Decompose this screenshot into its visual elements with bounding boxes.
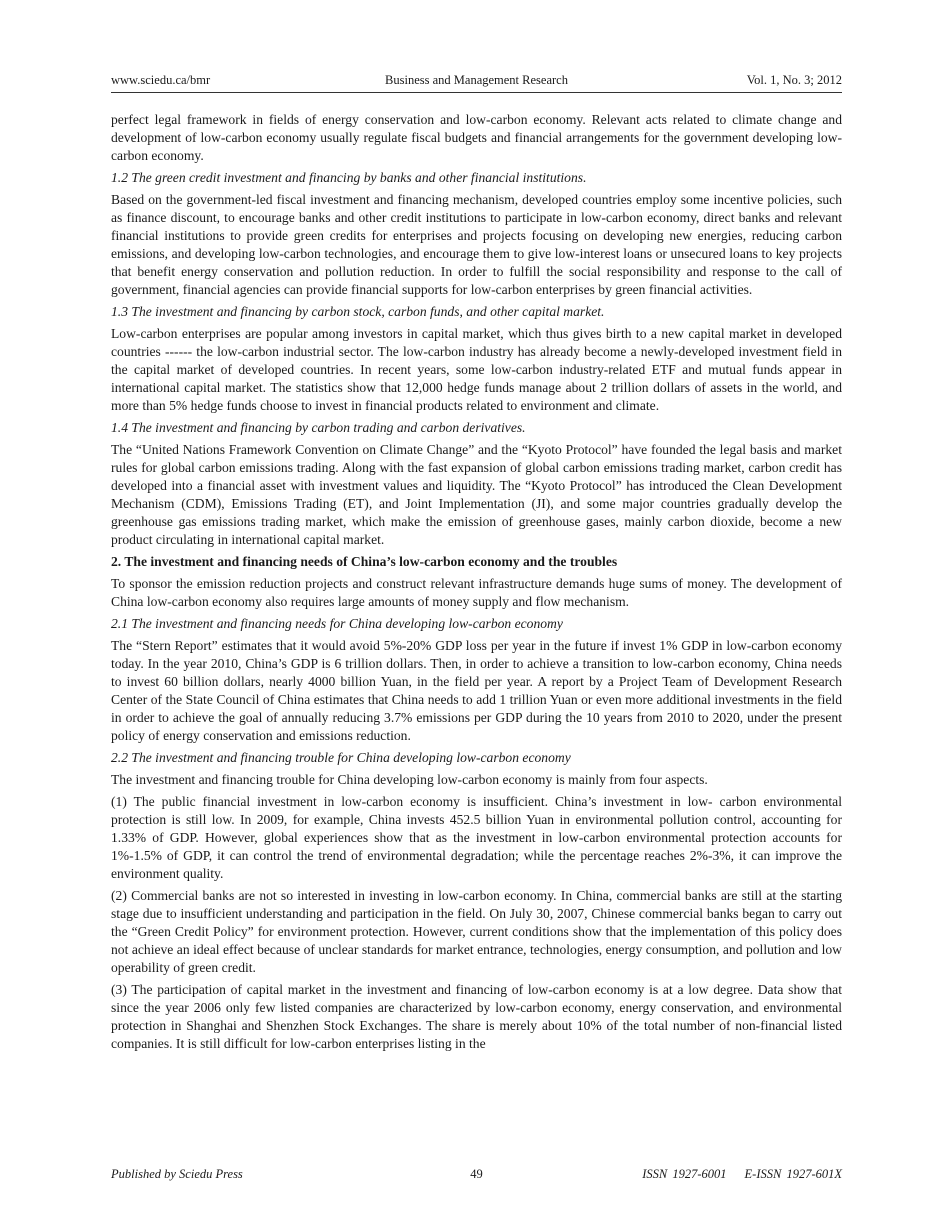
journal-url: www.sciedu.ca/bmr bbox=[111, 73, 211, 87]
page-header bbox=[111, 70, 842, 90]
paragraph-1-4: The “United Nations Framework Convention on Climate Change” and the “Kyoto Protocol” have founded the legal basis and market rules for global carbon emissions trading. Along with the fast expansion of global carbon emissions trading market, carbon credit has developed into a financial asset with investment values and liquidity. The “Kyoto Protocol” has introduced the Clean Development Mechanism (CDM), Emissions Trading (ET), and Joint Implementation (JI), and some major countries gradually develop the greenhouse gas emissions trading market, which make the emission of greenhouse gases, mainly carbon dioxide, become a new product circulating in international capital market. bbox=[111, 442, 842, 547]
paragraph-2-2: The investment and financing trouble for China developing low-carbon economy is mainly from four aspects. bbox=[111, 772, 708, 787]
paragraph-2-2-item-1: (1) The public financial investment in low-carbon economy is insufficient. China’s investment in low- carbon environmental protection is still low. In 2009, for example, China invests 452.5 billion Yuan in environmental pollution control, accounting for 1.33% of GDP. However, global experiences show that as the investment in low-carbon environmental protection accounts for 1%-1.5% of GDP, it can control the trend of environmental degradation; while the percentage reaches 2%-3%, it can improve the environment quality. bbox=[111, 794, 842, 881]
article-body bbox=[111, 111, 842, 1057]
paragraph-2: To sponsor the emission reduction projects and construct relevant infrastructure demands huge sums of money. The development of China low-carbon economy also requires large amounts of money supply and flow mechanism. bbox=[111, 576, 842, 609]
paragraph-1-2: Based on the government-led fiscal investment and financing mechanism, developed countries employ some incentive policies, such as finance discount, to encourage banks and other credit institutions to participate in low-carbon economy, direct banks and relevant financial institutions to provide green credits for enterprises and projects focusing on developing new energies, reducing carbon emissions, and developing low-carbon technologies, and encourage them to give low-interest loans or unsecured loans to key projects that benefit energy conservation and pollution reduction. In order to fulfill the social responsibility and response to the call of government, financial agencies can provide financial supports for low-carbon enterprises by green financial activities. bbox=[111, 192, 842, 297]
page-footer bbox=[111, 1164, 842, 1184]
paragraph-2-1: The “Stern Report” estimates that it would avoid 5%-20% GDP loss per year in the future if invest 1% GDP in low-carbon economy today. In the year 2010, China’s GDP is 6 trillion dollars. Then, in order to achieve a transition to low-carbon economy, China needs to invest 60 billion dollars, nearly 4000 billion Yuan, in the field per year. A report by a Project Team of Development Research Center of the State Council of China estimates that China needs to add 1 trillion Yuan or even more additional investments in the field in order to achieve the goal of annually reducing 3.7% emissions per GDP during the 10 years from 2010 to 2020, under the present policy of energy conservation and emissions reduction. bbox=[111, 638, 842, 743]
subheading-2-2: 2.2 The investment and financing trouble for China developing low-carbon economy bbox=[111, 750, 571, 765]
paragraph-2-2-item-2: (2) Commercial banks are not so interested in investing in low-carbon economy. In China, commercial banks are still at the starting stage due to insufficient understanding and participation in the field. On July 30, 2007, Chinese commercial banks began to carry out the “Green Credit Policy” for environment protection. However, current conditions show that the implementation of this policy does not achieve an ideal effect because of unclear standards for market entrance, technologies, energy consumption, and pollution and low operability of green credit. bbox=[111, 888, 842, 975]
issn-info bbox=[642, 1164, 842, 1184]
paragraph-1-3: Low-carbon enterprises are popular among investors in capital market, which thus gives birth to a new capital market in developed countries ------ the low-carbon industrial sector. The low-carbon industry has already become a newly-developed investment field in the capital market of developed countries. In recent years, some low-carbon industry-related ETF and mutual funds appear in international capital market. The statistics show that 12,000 hedge funds manage about 2 trillion dollars of assets in the world, and more than 5% hedge funds choose to invest in financial products related to environment and climate. bbox=[111, 326, 842, 413]
journal-title: Business and Management Research bbox=[385, 73, 568, 87]
volume-info: Vol. 1, No. 3; 2012 bbox=[746, 73, 842, 87]
section-heading-2: 2. The investment and financing needs of China’s low-carbon economy and the troubles bbox=[111, 554, 618, 569]
page-number: 49 bbox=[470, 1167, 483, 1181]
paragraph-intro: perfect legal framework in fields of energy conservation and low-carbon economy. Relevant acts related to climate change and development of low-carbon economy usually regulate fiscal budgets and financial arrangements for the government developing low-carbon economy. bbox=[111, 112, 842, 163]
subheading-1-4: 1.4 The investment and financing by carbon trading and carbon derivatives. bbox=[111, 420, 526, 435]
paragraph-2-2-item-3: (3) The participation of capital market in the investment and financing of low-carbon economy is at a low degree. Data show that since the year 2006 only few listed companies are characterized by low-carbon economy, energy conservation, and environmental protection in Shanghai and Shenzhen Stock Exchanges. The share is merely about 10% of the total number of non-financial listed companies. It is still difficult for low-carbon enterprises listing in the bbox=[111, 982, 842, 1051]
issn: ISSN 1927-6001 bbox=[642, 1167, 727, 1181]
subheading-1-3: 1.3 The investment and financing by carbon stock, carbon funds, and other capital market. bbox=[111, 304, 605, 319]
publisher: Published by Sciedu Press bbox=[111, 1167, 243, 1181]
subheading-2-1: 2.1 The investment and financing needs for China developing low-carbon economy bbox=[111, 616, 563, 631]
subheading-1-2: 1.2 The green credit investment and financing by banks and other financial institutions. bbox=[111, 170, 587, 185]
header-divider bbox=[111, 92, 842, 93]
eissn: E-ISSN 1927-601X bbox=[744, 1167, 842, 1181]
